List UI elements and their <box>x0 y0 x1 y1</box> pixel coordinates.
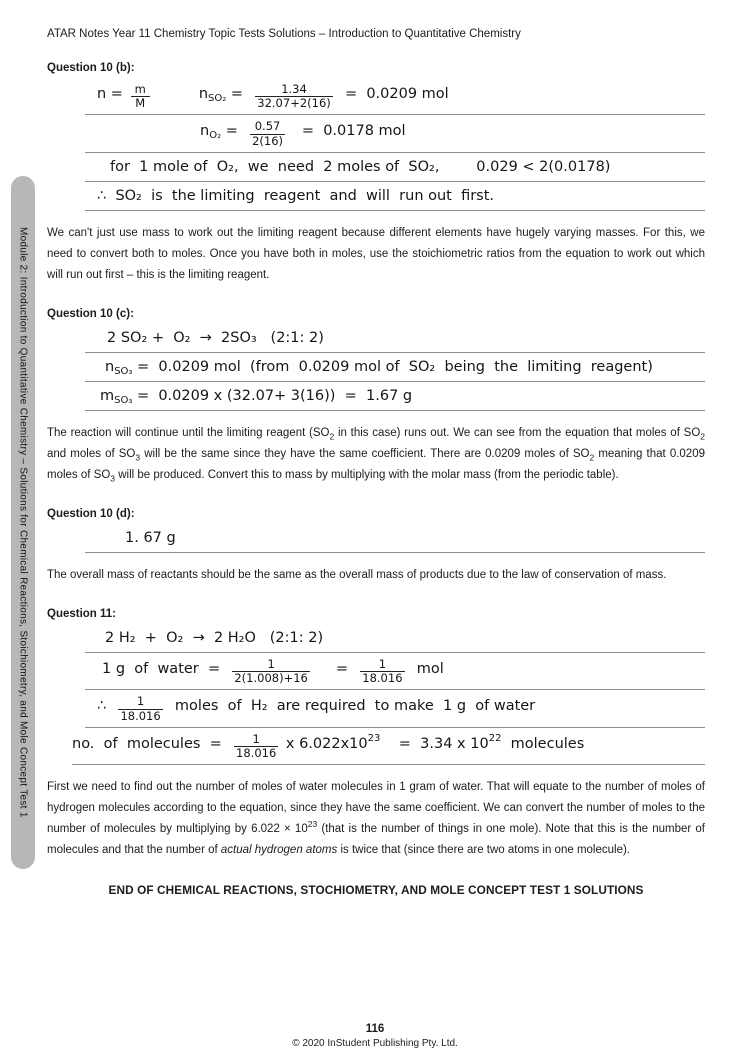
worked-solution <box>72 629 705 765</box>
worked-solution-line: n = $\frac{m}{M}$ $n_{SO_2}$ = $\frac{1.34}{32.07+2(16)}$ = 0.0209 mol <box>85 83 705 115</box>
fraction: $\frac{1}{18.016}$ <box>120 694 161 723</box>
worked-solution <box>85 83 705 211</box>
worked-solution-line: no. of molecules = $\frac{1}{18.016}$ x $6.022x10^{23}$ = 3.34 x $10^{22}$ molecules <box>72 733 705 765</box>
worked-solution <box>85 529 705 553</box>
question-heading: Question 11: <box>47 607 117 620</box>
module-sidebar-label: Module 2: Introduction to Quantitative Chemistry – Solutions for Chemical Reactions, Stoichiometry, and Mole Concept Test 1 <box>17 227 29 818</box>
page-footer <box>0 1023 750 1049</box>
worked-solution-line: 1. 67 g <box>85 529 705 553</box>
worked-solution-line: 2 SO₂ + O₂ → 2SO₃ (2:1: 2) <box>85 329 705 353</box>
subscript: SO₃ <box>114 394 133 406</box>
question-heading: Question 10 (d): <box>47 507 135 520</box>
explanation-paragraph: The reaction will continue until the limiting reagent ($SO_2$ in this case) runs out. We can see from the equation that moles of $SO_2$ and moles of $SO_3$ will be the same since they have the same coefficient. There are 0.0209 moles of $SO_2$ meaning that 0.0209 moles of $SO_3$ will be produced. Convert this to mass by multiplying with the molar mass (from the periodic table). <box>47 426 705 484</box>
worked-solution-line: $m_{SO_3} = 0.0209$ x (32.07+ 3(16)) = 1.67 g <box>85 387 705 411</box>
subscript: SO₂ <box>208 93 227 105</box>
subscript: SO₃ <box>114 365 133 377</box>
subscript: 2 <box>329 431 335 442</box>
superscript: 23 <box>307 819 318 830</box>
explanation-paragraph: We can't just use mass to work out the limiting reagent because different elements have hugely varying masses. For this, we need to convert both to moles. Once you have both in moles, use the stoichiometric ratios from the equation to work out which will run out first – this is the limiting reagent. <box>47 226 705 281</box>
emphasized-text: actual hydrogen atoms <box>220 844 338 857</box>
worked-solution-line: ∴ $\frac{1}{18.016}$ moles of H₂ are required to make 1 g of water <box>85 695 705 727</box>
question-heading: Question 10 (b): <box>47 62 135 74</box>
superscript: 22 <box>488 732 502 744</box>
subscript: 3 <box>135 452 141 463</box>
copyright-notice: © 2020 InStudent Publishing Pty. Ltd. <box>292 1038 458 1049</box>
worked-solution-line: for 1 mole of O₂, we need 2 moles of SO₂, 0.029 < 2(0.0178) <box>85 158 705 182</box>
page-number: 116 <box>365 1023 385 1035</box>
superscript: 23 <box>367 732 381 744</box>
question-heading: Question 10 (c): <box>47 307 134 320</box>
page-content <box>47 0 705 897</box>
worked-solution-line: 1 g of water = $\frac{1}{2(1.008)+16}$ = $\frac{1}{18.016}$ mol <box>85 658 705 690</box>
explanation-paragraph: First we need to find out the number of moles of water molecules in 1 gram of water. That will equate to the number of moles of hydrogen molecules according to the equation, since they have the same coefficient. We can convert the number of moles to the number of molecules by multiplying by $6.022 \times 10^{23}$ (that is the number of things in one mole). Note that this is the number of molecules and that the number of actual hydrogen atoms is twice that (since there are two atoms in one molecule). <box>47 781 705 857</box>
worked-solution-line: 2 H₂ + O₂ → 2 H₂O (2:1: 2) <box>85 629 705 653</box>
worked-solution-line: ∴ SO₂ is the limiting reagent and will run out first. <box>85 187 705 211</box>
worked-solution-line: $n_{SO_3} = 0.0209$ mol (from 0.0209 mol of SO₂ being the limiting reagent) <box>85 358 705 382</box>
subscript: O₂ <box>209 130 222 142</box>
module-sidebar-tab <box>11 176 35 869</box>
fraction: $\frac{1.34}{32.07+2(16)}$ <box>257 82 331 111</box>
explanation-paragraph: The overall mass of reactants should be the same as the overall mass of products due to the law of conservation of mass. <box>47 568 667 581</box>
subscript: 2 <box>589 452 595 463</box>
fraction: $\frac{m}{M}$ <box>131 83 150 110</box>
subscript: 3 <box>110 473 116 484</box>
solutions-sections <box>47 62 705 861</box>
running-header: ATAR Notes Year 11 Chemistry Topic Tests Solutions – Introduction to Quantitative Chemistry <box>47 28 521 40</box>
worked-solution-line: $n_{O_2}$ = $\frac{0.57}{2(16)}$ = 0.0178 mol <box>85 120 705 152</box>
fraction: $\frac{0.57}{2(16)}$ <box>252 119 284 148</box>
fraction: $\frac{1}{18.016}$ <box>236 731 277 760</box>
fraction: $\frac{1}{2(1.008)+16}$ <box>234 656 308 686</box>
subscript: 2 <box>700 431 705 442</box>
worked-solution <box>85 329 705 411</box>
end-of-test-banner: END OF CHEMICAL REACTIONS, STOCHIOMETRY, AND MOLE CONCEPT TEST 1 SOLUTIONS <box>108 883 644 898</box>
fraction: $\frac{1}{18.016}$ <box>362 656 403 686</box>
